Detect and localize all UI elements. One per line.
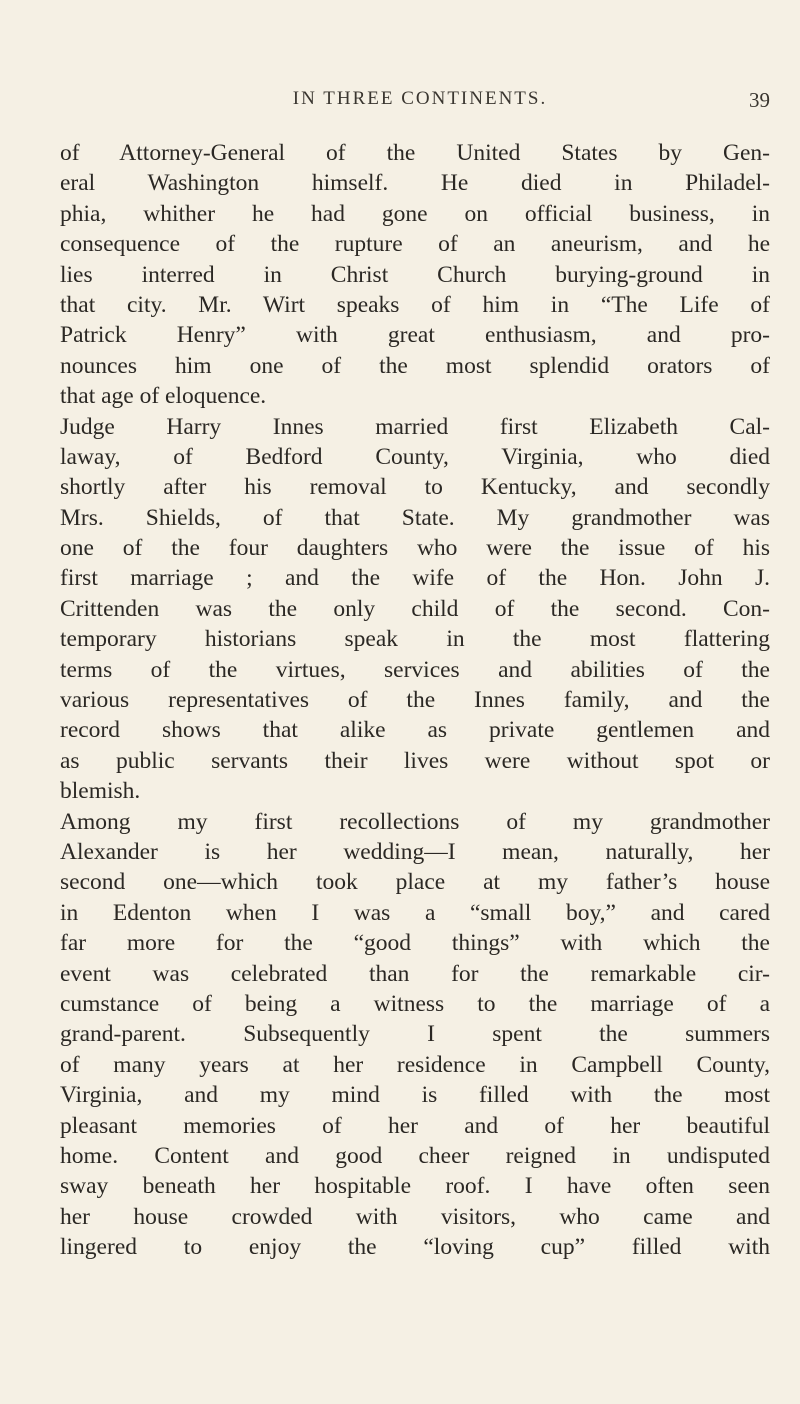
text-line: far more for the “good things” with which the (60, 930, 770, 957)
text-line: various representatives of the Innes family, and the (60, 687, 770, 714)
text-line: as public servants their lives were without spot or (60, 747, 770, 774)
text-line: lingered to enjoy the “loving cup” filled with (60, 1234, 770, 1261)
text-line: grand-parent. Subsequently I spent the summers (60, 1021, 770, 1048)
text-line: Alexander is her wedding—I mean, naturally, her (60, 838, 770, 865)
text-line: shortly after his removal to Kentucky, and secondly (60, 474, 770, 501)
text-line: nounces him one of the most splendid orators of (60, 352, 770, 379)
text-line: that age of eloquence. (60, 383, 267, 410)
text-line: record shows that alike as private gentlemen and (60, 717, 770, 744)
text-line: terms of the virtues, services and abilities of the (60, 656, 770, 683)
text-line: that city. Mr. Wirt speaks of him in “The Life of (60, 291, 770, 318)
page-header (70, 88, 770, 128)
text-line: second one—which took place at my father’s house (60, 869, 770, 896)
text-line: home. Content and good cheer reigned in undisputed (60, 1142, 770, 1169)
running-head: IN THREE CONTINENTS. (292, 88, 548, 109)
text-line: event was celebrated than for the remarkable cir- (60, 960, 770, 987)
page-number: 39 (749, 88, 770, 112)
text-line: phia, whither he had gone on official business, in (60, 200, 770, 227)
text-line: Patrick Henry” with great enthusiasm, and pro- (60, 322, 770, 349)
body-text (60, 138, 770, 1262)
text-line: in Edenton when I was a “small boy,” and cared (60, 899, 770, 926)
text-line: blemish. (60, 778, 141, 805)
text-line: cumstance of being a witness to the marriage of a (60, 990, 770, 1017)
text-line: of Attorney-General of the United States by Gen- (60, 140, 770, 166)
text-line: temporary historians speak in the most flattering (60, 626, 770, 653)
text-line: one of the four daughters who were the issue of his (60, 535, 770, 562)
text-line: of many years at her residence in Campbell County, (60, 1051, 770, 1078)
text-line: lies interred in Christ Church burying-ground in (60, 261, 770, 288)
text-line: pleasant memories of her and of her beautiful (60, 1112, 770, 1139)
text-line: Judge Harry Innes married first Elizabeth Cal- (60, 413, 770, 440)
text-line: her house crowded with visitors, who came and (60, 1203, 770, 1230)
text-line: Virginia, and my mind is filled with the most (60, 1082, 770, 1109)
text-line: Mrs. Shields, of that State. My grandmother was (60, 504, 770, 531)
text-line: sway beneath her hospitable roof. I have often seen (60, 1173, 770, 1200)
text-line: eral Washington himself. He died in Philadel- (60, 170, 770, 197)
text-line: Crittenden was the only child of the second. Con- (60, 595, 770, 622)
text-line: first marriage ; and the wife of the Hon. John J. (60, 565, 770, 592)
text-line: consequence of the rupture of an aneurism, and he (60, 231, 770, 258)
text-line: Among my first recollections of my grandmother (60, 808, 770, 835)
text-line: laway, of Bedford County, Virginia, who died (60, 443, 770, 470)
